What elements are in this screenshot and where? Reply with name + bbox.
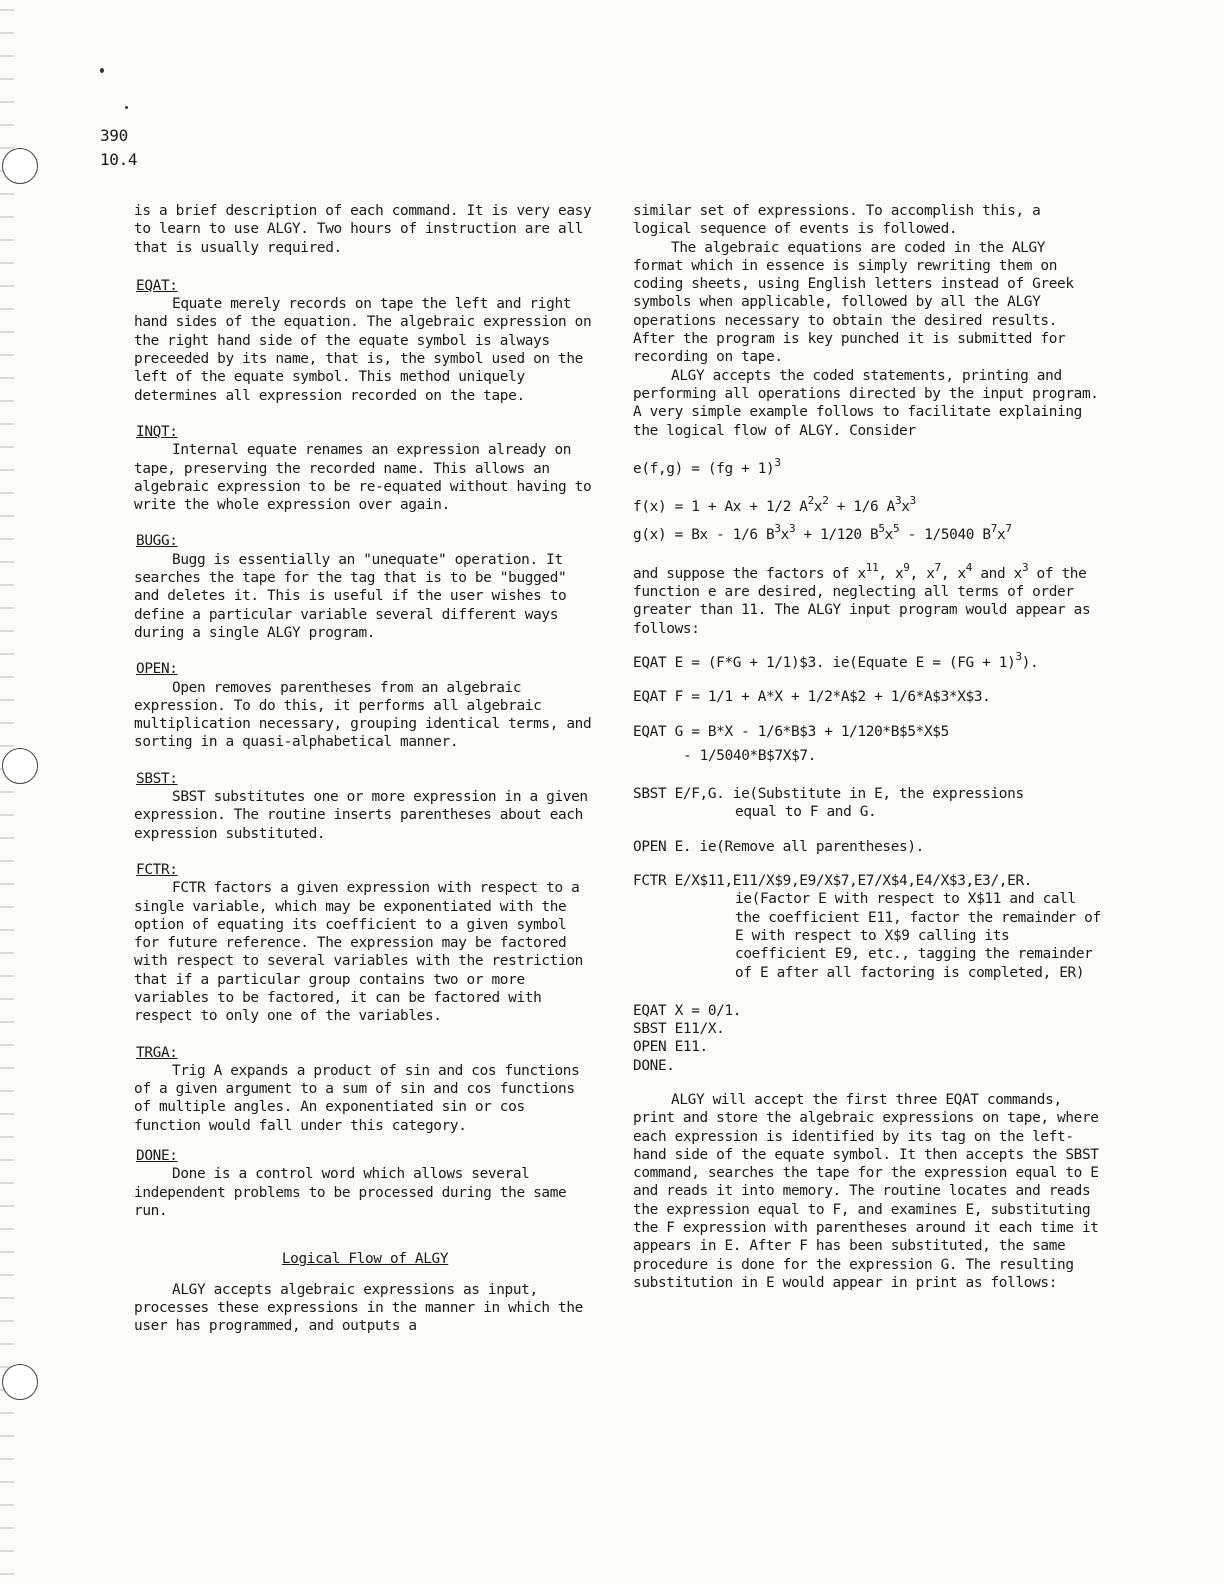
command-heading: SBST:	[136, 770, 178, 787]
code-sbst: SBST E/F,G. ie(Substitute in E, the expressions equal to F and G.	[633, 786, 1024, 821]
command-heading: EQAT:	[136, 277, 178, 294]
section-number: 10.4	[100, 150, 138, 169]
equation-f: f(x) = 1 + Ax + 1/2 $A^2x^2 + 1/6$ $A^3x^3$	[633, 494, 916, 516]
command-bugg	[134, 532, 596, 642]
command-description: Internal equate renames an expression already on tape, preserving the recorded name. This allows an algebraic expression to be re-equated without having to write the whole expression over again.	[134, 442, 592, 514]
paragraph: The algebraic equations are coded in the ALGY format which in essence is simply rewriting them on coding sheets, using English letters instead of Greek symbols when applicable, followed by all the ALGY operations necessary to obtain the desired results. After the program is key punched it is submitted for recording on tape.	[633, 239, 1074, 366]
code-block-final: EQAT X = 0/1. SBST E11/X. OPEN E11. DONE.	[633, 1002, 742, 1074]
scan-speck	[100, 68, 104, 73]
code-open: OPEN E. ie(Remove all parentheses).	[633, 838, 924, 855]
command-heading: TRGA:	[136, 1044, 178, 1061]
command-heading: FCTR:	[136, 861, 178, 878]
command-eqat	[134, 277, 596, 405]
code-eqat-g: EQAT G = B*X - 1/6*B$3 + 1/120*B$5*X$5 - 1/5040*B$7X$7.	[633, 723, 949, 764]
suppose-paragraph: and suppose the factors of $x^{11}$, $x^9$, $x^7$, $x^4$ and $x^3$ of the function e are desired, neglecting all terms of order greater than 11. The ALGY input program would appear as follows:	[633, 560, 1091, 637]
paragraph: ALGY accepts the coded statements, printing and performing all operations directed by the input program. A very simple example follows to facilitate explaining the logical flow of ALGY. Consider	[633, 367, 1099, 439]
command-description: FCTR factors a given expression with respect to a single variable, which may be exponentiated with the option of equating its coefficient to a given symbol for future reference. The expression may be factored with respect to several variables with the restriction that if a particular group contains two or more variables to be factored, it can be factored with respect to only one of the variables.	[134, 880, 583, 1025]
command-open	[134, 660, 596, 751]
punch-hole	[2, 1364, 38, 1400]
command-description: SBST substitutes one or more expression in a given expression. The routine inserts parentheses about each expression substituted.	[134, 789, 588, 842]
intro-paragraph: is a brief description of each command. It is very easy to learn to use ALGY. Two hours of instruction are all that is usually required.	[134, 203, 592, 256]
command-heading: INQT:	[136, 423, 178, 440]
command-description: Done is a control word which allows several independent problems to be processed during the same run.	[134, 1166, 567, 1219]
punch-hole	[2, 148, 38, 184]
command-done	[134, 1147, 596, 1220]
command-description: Equate merely records on tape the left and right hand sides of the equation. The algebraic expression on the right hand side of the equate symbol is always preceeded by its name, that is, the symbol used on the left of the equate symbol. This method uniquely determines all expression recorded on the tape.	[134, 296, 592, 404]
flow-paragraph: ALGY accepts algebraic expressions as input, processes these expressions in the manner in which the user has programmed, and outputs a	[134, 1281, 583, 1335]
scan-speck	[125, 106, 128, 109]
left-column	[134, 202, 596, 1335]
right-column	[633, 202, 1103, 1292]
command-description: Open removes parentheses from an algebraic expression. To do this, it performs all algebraic multiplication necessary, grouping identical terms, and sorting in a quasi-alphabetical manner.	[134, 679, 592, 751]
paragraph: ALGY will accept the first three EQAT commands, print and store the algebraic expressions on tape, where each expression is identified by its tag on the left-hand side of the equate symbol. It then accepts the SBST command, searches the tape for the expression equal to E and reads it into memory. The routine locates and reads the expression equal to F, and examines E, substituting the F expression with parentheses around it each time it appears in E. After F has been substituted, the same procedure is done for the expression G. The resulting substitution in E would appear in print as follows:	[633, 1091, 1099, 1291]
equation-e: e(f,g) = (fg + 1)$^3$	[633, 455, 781, 477]
equation-g: g(x) = Bx - 1/6 $B^3x^3 + 1/120$ $B^5x^5 - 1/5040$ $B^7x^7$	[633, 522, 1012, 544]
scan-edge-noise	[0, 0, 14, 1584]
paragraph: similar set of expressions. To accomplish this, a logical sequence of events is followed.	[633, 203, 1041, 238]
page-number: 390	[100, 126, 128, 145]
command-sbst	[134, 770, 596, 843]
code-eqat-f: EQAT F = 1/1 + A*X + 1/2*A$2 + 1/6*A$3*X$3.	[633, 689, 991, 706]
punch-hole	[2, 748, 38, 784]
command-description: Bugg is essentially an "unequate" operation. It searches the tape for the tag that is to be "bugged" and deletes it. This is useful if the user wishes to define a particular variable several different ways during a single ALGY program.	[134, 551, 567, 641]
command-heading: DONE:	[136, 1148, 178, 1165]
command-heading: OPEN:	[136, 661, 178, 678]
page-header	[100, 124, 137, 172]
command-heading: BUGG:	[136, 533, 178, 550]
command-description: Trig A expands a product of sin and cos functions of a given argument to a sum of sin and cos functions of multiple angles. An exponentiated sin or cos function would fall under this category.	[134, 1062, 580, 1134]
section-heading: Logical Flow of ALGY	[281, 1251, 449, 1268]
code-fctr: FCTR E/X$11,E11/X$9,E9/X$7,E7/X$4,E4/X$3,E3/,ER. ie(Factor E with respect to X$11 and call the coefficient E11, factor the remainder of E with respect to X$9 calling its coefficient E9, etc., tagging the remainder of E after all factoring is completed, ER)	[633, 873, 1101, 981]
code-eqat-e: EQAT E = (F*G + 1/1)$3. ie(Equate E = (FG + 1)$^3$).	[633, 649, 1039, 671]
command-inqt	[134, 423, 596, 514]
command-trga	[134, 1044, 596, 1135]
command-fctr	[134, 861, 596, 1026]
